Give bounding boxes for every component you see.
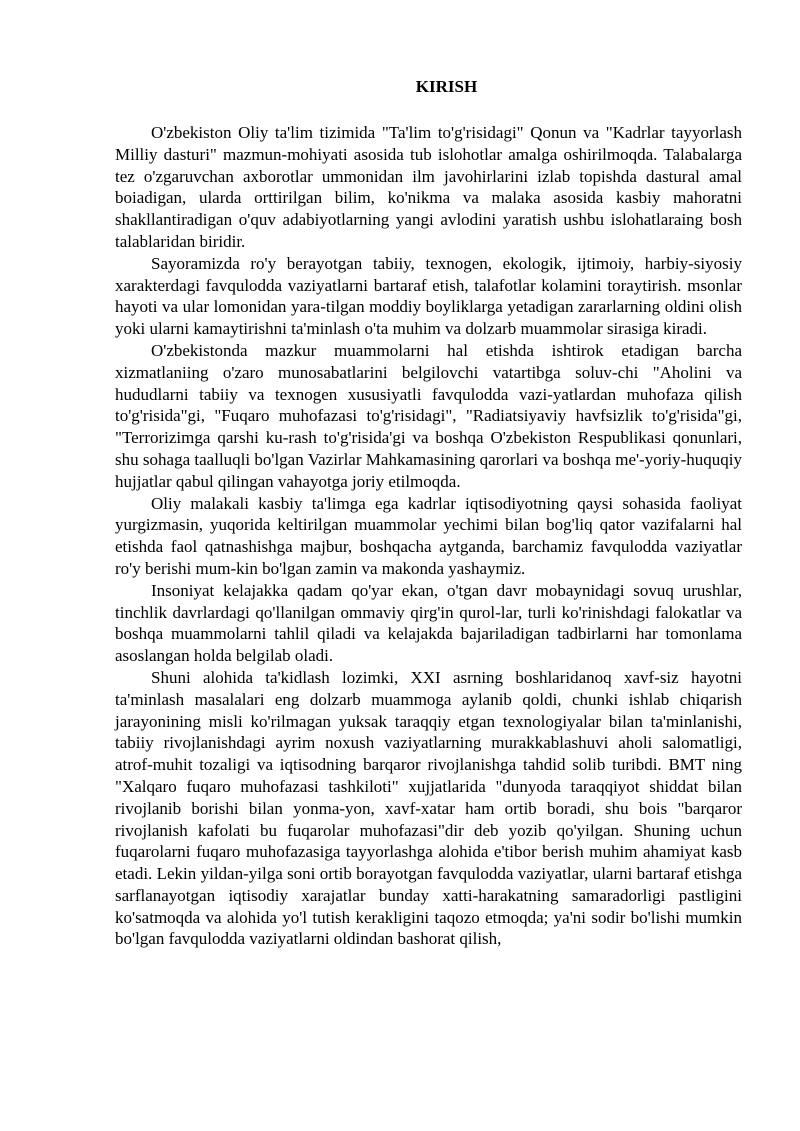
paragraph-2: Sayoramizda ro'y berayotgan tabiiy, texnogen, ekologik, ijtimoiy, harbiy-siyosiy xarakterdagi favqulodda vaziyatlarni bartaraf etish, talafotlar kolamini toraytirish. msonlar hayoti va ular lomonidan yara-tilgan moddiy boyliklarga yetadigan zararlarning oldini olish yoki ularni kamaytirishni ta'minlash o'ta muhim va dolzarb muammolar sirasiga kiradi. xyxy=(115,253,742,339)
paragraph-6: Shuni alohida ta'kidlash lozimki, XXI asrning boshlaridanoq xavf-siz hayotni ta'minlash masalalari eng dolzarb muammoga aylanib qoldi, chunki ishlab chiqarish jarayonining misli ko'rilmagan yuksak taraqqiy etgan texnologiyalar bilan ta'minlanishi, tabiiy rivojlanishdagi ayrim noxush vaziyatlarning murakkablashuvi aholi salomatligi, atrof-muhit tozaligi va iqtisodning barqaror rivojlanishga tahdid solib turibdi. BMT ning "Xalqaro fuqaro muhofazasi tashkiloti" xujjatlarida "dunyoda taraqqiyot shiddat bilan rivojlanib borishi bilan yonma-yon, xavf-xatar ham ortib boradi, shu bois "barqaror rivojlanish kafolati bu fuqarolar muhofazasi"dir deb yozib qo'yilgan. Shuning uchun fuqarolarni fuqaro muhofazasiga tayyorlashga alohida e'tibor berish muhim ahamiyat kasb etadi. Lekin yildan-yilga soni ortib borayotgan favqulodda vaziyatlar, ularni bartaraf etishga sarflanayotgan iqtisodiy xarajatlar bunday xatti-harakatning samaradorligi pastligini ko'satmoqda va alohida yo'l tutish kerakligini taqozo etmoqda; ya'ni sodir bo'lishi mumkin bo'lgan favqulodda vaziyatlarni oldindan bashorat qilish, xyxy=(115,667,742,949)
paragraph-4: Oliy malakali kasbiy ta'limga ega kadrlar iqtisodiyotning qaysi sohasida faoliyat yurgizmasin, yuqorida keltirilgan muammolar yechimi bilan bog'liq qator vazifalarni hal etishda faol qatnashishga majbur, boshqacha aytganda, barchamiz favqulodda vaziyatlar ro'y berishi mum-kin bo'lgan zamin va makonda yashaymiz. xyxy=(115,493,742,578)
document-page xyxy=(115,76,742,950)
page-title: KIRISH xyxy=(415,77,478,96)
paragraph-5: Insoniyat kelajakka qadam qo'yar ekan, o'tgan davr mobaynidagi sovuq urushlar, tinchlik davrlardagi qo'llanilgan ommaviy qirg'in qurol-lar, turli ko'rinishdagi falokatlar va boshqa muammolarni tahlil qiladi va kelajakda bajariladigan tadbirlarni har tomonlama asoslangan holda belgilab oladi. xyxy=(115,580,742,666)
paragraph-3: O'zbekistonda mazkur muammolarni hal etishda ishtirok etadigan barcha xizmatlaniing o'zaro munosabatlarini belgilovchi vatartibga soluv-chi "Aholini va hududlarni tabiiy va texnogen xususiyatli favqulodda vazi-yatlardan muhofaza qilish to'g'risida"gi, "Fuqaro muhofazasi to'g'risidagi", "Radiatsiyaviy havfsizlik to'g'risida"gi, "Terrorizimga qarshi ku-rash to'g'risida'gi va boshqa O'zbekiston Respublikasi qonunlari, shu sohaga taalluqli bo'lgan Vazirlar Mahkamasining qarorlari va boshqa me'-yoriy-huquqiy hujjatlar qabul qilingan vahayotga joriy etilmoqda. xyxy=(115,340,742,491)
paragraph-1: O'zbekiston Oliy ta'lim tizimida "Ta'lim to'g'risidagi" Qonun va "Kadrlar tayyorlash Milliy dasturi" mazmun-mohiyati asosida tub islohotlar amalga oshirilmoqda. Talabalarga tez o'zgaruvchan axborotlar ummonidan ilm javohirlarini izlab topishda dastural amal boiadigan, ularda orttirilgan bilim, ko'nikma va malaka asosida kasbiy mahoratni shakllantiradigan o'quv adabiyotlarning yangi avlodini yaratish ushbu islohatlaraing bosh talablaridan biridir. xyxy=(115,123,742,251)
